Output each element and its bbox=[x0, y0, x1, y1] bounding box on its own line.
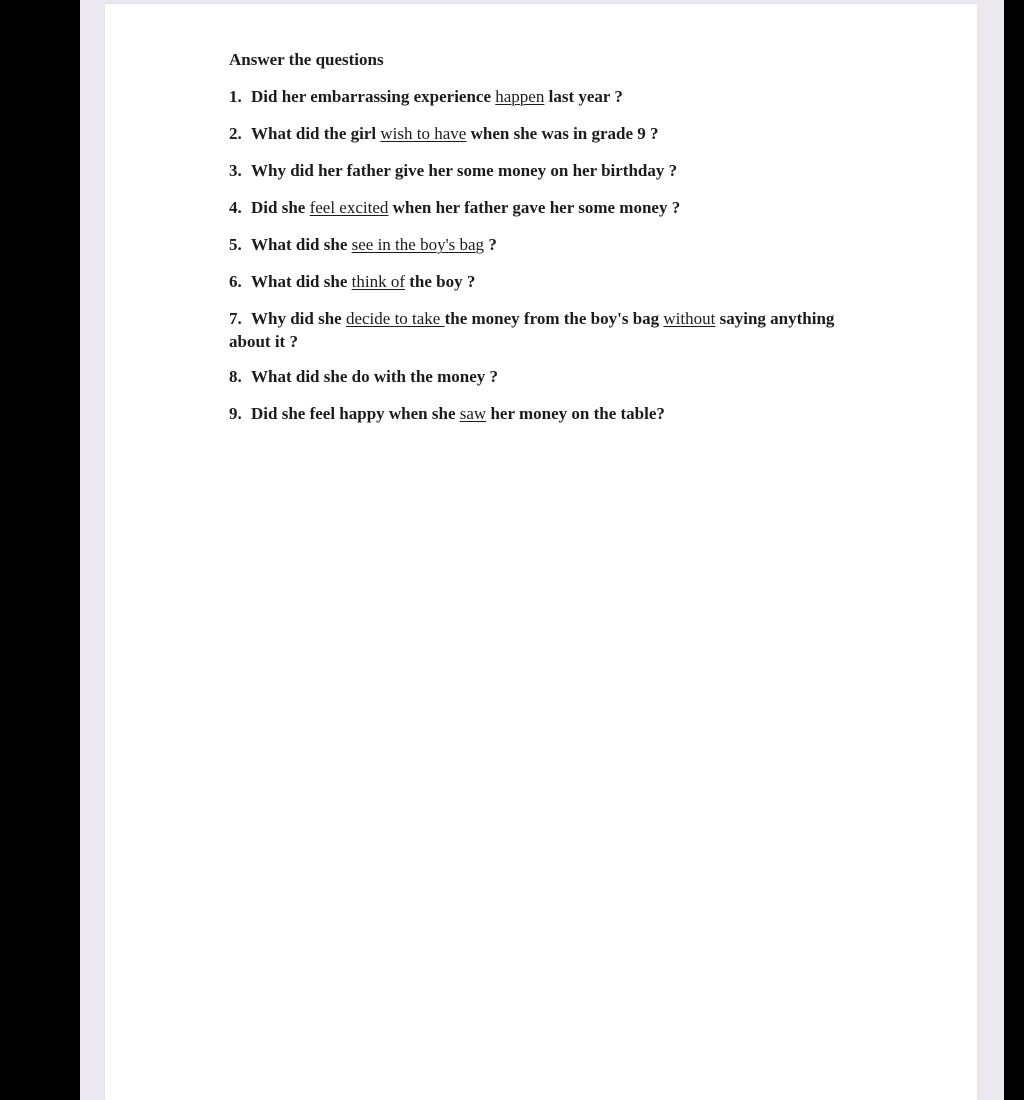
underlined-phrase: saw bbox=[459, 404, 487, 423]
question-text-segment: the boy ? bbox=[404, 272, 476, 291]
question-text bbox=[251, 233, 497, 257]
question-text bbox=[251, 365, 498, 389]
underlined-phrase: without bbox=[663, 309, 716, 328]
question-text-segment: last year ? bbox=[544, 87, 623, 106]
question-text bbox=[251, 402, 665, 426]
question-text-segment: the money from the boy's bag bbox=[444, 309, 664, 328]
question-number: 1. bbox=[229, 87, 242, 106]
question-text-segment: when she was in grade 9 ? bbox=[466, 124, 659, 143]
question-text-segment: Did she bbox=[251, 198, 310, 217]
question-text bbox=[251, 122, 659, 146]
question-text-segment: What did she do with the money ? bbox=[251, 367, 499, 386]
document-page bbox=[105, 4, 977, 1100]
question-number: 6. bbox=[229, 272, 242, 291]
question-text bbox=[251, 159, 677, 183]
question-item bbox=[229, 307, 879, 353]
question-item bbox=[229, 270, 879, 294]
question-item bbox=[229, 159, 879, 183]
question-text-segment: What did she bbox=[251, 272, 352, 291]
question-text-segment: when her father gave her some money ? bbox=[388, 198, 681, 217]
question-item bbox=[229, 402, 879, 426]
question-text-segment: saying anything about it ? bbox=[229, 309, 835, 351]
question-number: 5. bbox=[229, 235, 242, 254]
question-text bbox=[229, 309, 834, 351]
question-text-segment: Did she feel happy when she bbox=[251, 404, 460, 423]
worksheet-heading: Answer the questions bbox=[229, 50, 384, 69]
question-text-segment: Did her embarrassing experience bbox=[251, 87, 496, 106]
question-number: 8. bbox=[229, 367, 242, 386]
question-number: 4. bbox=[229, 198, 242, 217]
question-item bbox=[229, 233, 879, 257]
question-number: 7. bbox=[229, 309, 242, 328]
question-text-segment: What did the girl bbox=[251, 124, 381, 143]
viewer-background bbox=[80, 0, 1004, 1100]
question-text-segment: Why did her father give her some money on her birthday ? bbox=[251, 161, 678, 180]
question-list bbox=[229, 85, 879, 426]
underlined-phrase: feel excited bbox=[309, 198, 389, 217]
worksheet-content bbox=[229, 48, 879, 439]
question-text-segment: Why did she bbox=[251, 309, 346, 328]
question-number: 9. bbox=[229, 404, 242, 423]
question-text bbox=[251, 270, 475, 294]
question-text-segment: What did she bbox=[251, 235, 352, 254]
question-text-segment: her money on the table? bbox=[486, 404, 665, 423]
question-item bbox=[229, 196, 879, 220]
question-number: 3. bbox=[229, 161, 242, 180]
question-text-segment: ? bbox=[484, 235, 497, 254]
underlined-phrase: think of bbox=[351, 272, 405, 291]
question-text bbox=[251, 85, 623, 109]
question-item bbox=[229, 85, 879, 109]
question-item bbox=[229, 122, 879, 146]
question-number: 2. bbox=[229, 124, 242, 143]
question-text bbox=[251, 196, 680, 220]
underlined-phrase: wish to have bbox=[380, 124, 467, 143]
underlined-phrase: see in the boy's bag bbox=[351, 235, 485, 254]
underlined-phrase: happen bbox=[495, 87, 545, 106]
question-item bbox=[229, 365, 879, 389]
underlined-phrase: decide to take bbox=[345, 309, 445, 328]
